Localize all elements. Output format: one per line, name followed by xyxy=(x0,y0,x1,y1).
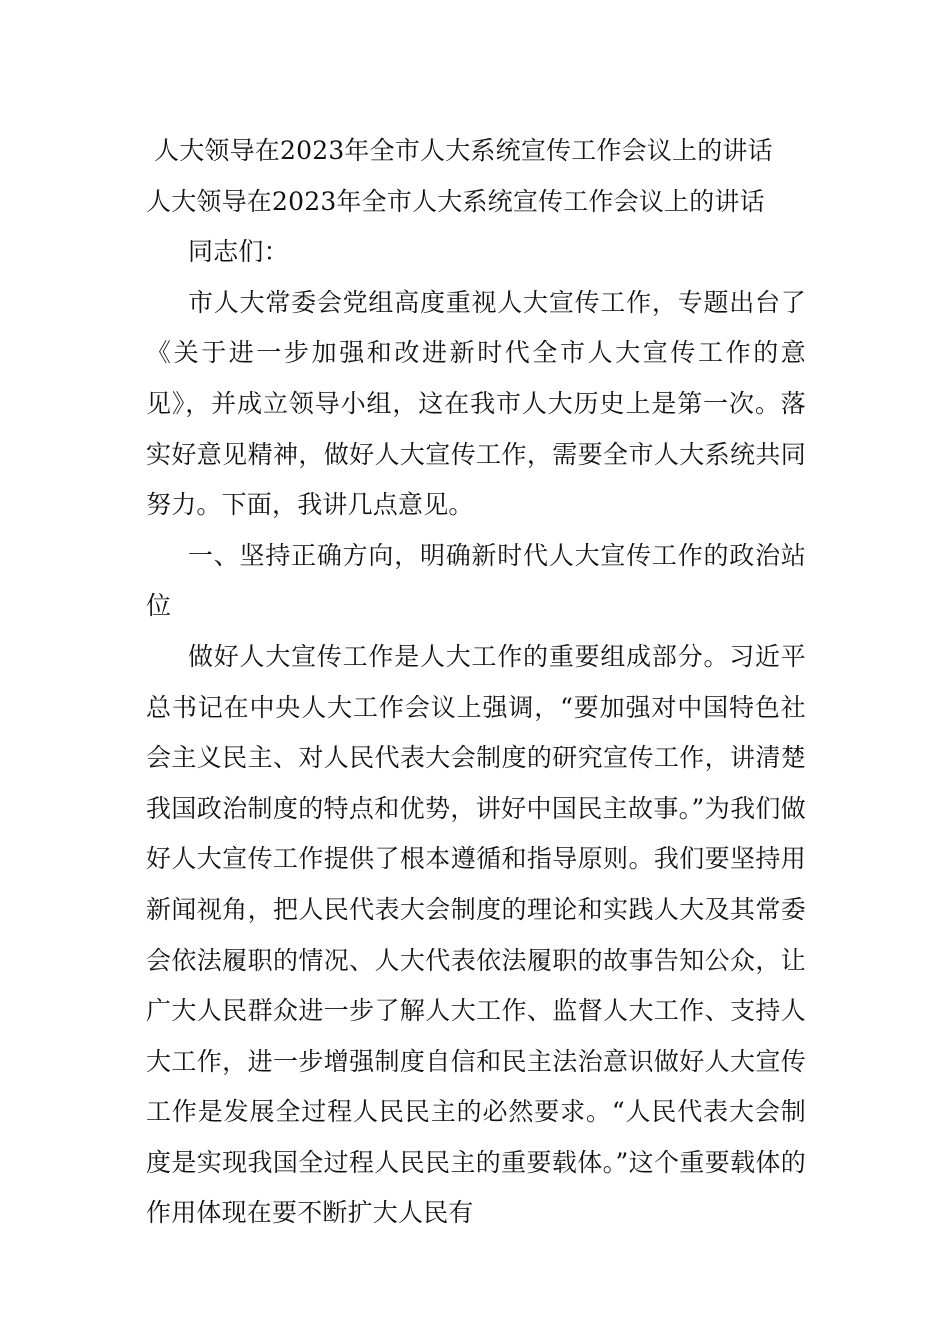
paragraph-body: 做好人大宣传工作是人大工作的重要组成部分。习近平总书记在中央人大工作会议上强调，“要加强对中国特色社会主义民主、对人民代表大会制度的研究宣传工作，讲清楚我国政治制度的特点和优势，讲好中国民主故事。”为我们做好人大宣传工作提供了根本遵循和指导原则。我们要坚持用新闻视角，把人民代表大会制度的理论和实践人大及其常委会依法履职的情况、人大代表依法履职的故事告知公众，让广大人民群众进一步了解人大工作、监督人大工作、支持人大工作，进一步增强制度自信和民主法治意识做好人大宣传工作是发展全过程人民民主的必然要求。“人民代表大会制度是实现我国全过程人民民主的重要载体。”这个重要载体的作用体现在要不断扩大人民有 xyxy=(146,641,806,1228)
section-heading-1: 一、坚持正确方向，明确新时代人大宣传工作的政治站位 xyxy=(146,540,806,621)
paragraph-intro: 市人大常委会党组高度重视人大宣传工作，专题出台了《关于进一步加强和改进新时代全市人大宣传工作的意见》，并成立领导小组，这在我市人大历史上是第一次。落实好意见精神，做好人大宣传工作，需要全市人大系统共同努力。下面，我讲几点意见。 xyxy=(146,287,806,520)
document-title-repeat: 人大领导在2023年全市人大系统宣传工作会议上的讲话 xyxy=(146,186,765,216)
salutation: 同志们： xyxy=(188,237,289,267)
document-body xyxy=(146,126,806,1239)
document-title: 人大领导在2023年全市人大系统宣传工作会议上的讲话 xyxy=(154,136,773,165)
